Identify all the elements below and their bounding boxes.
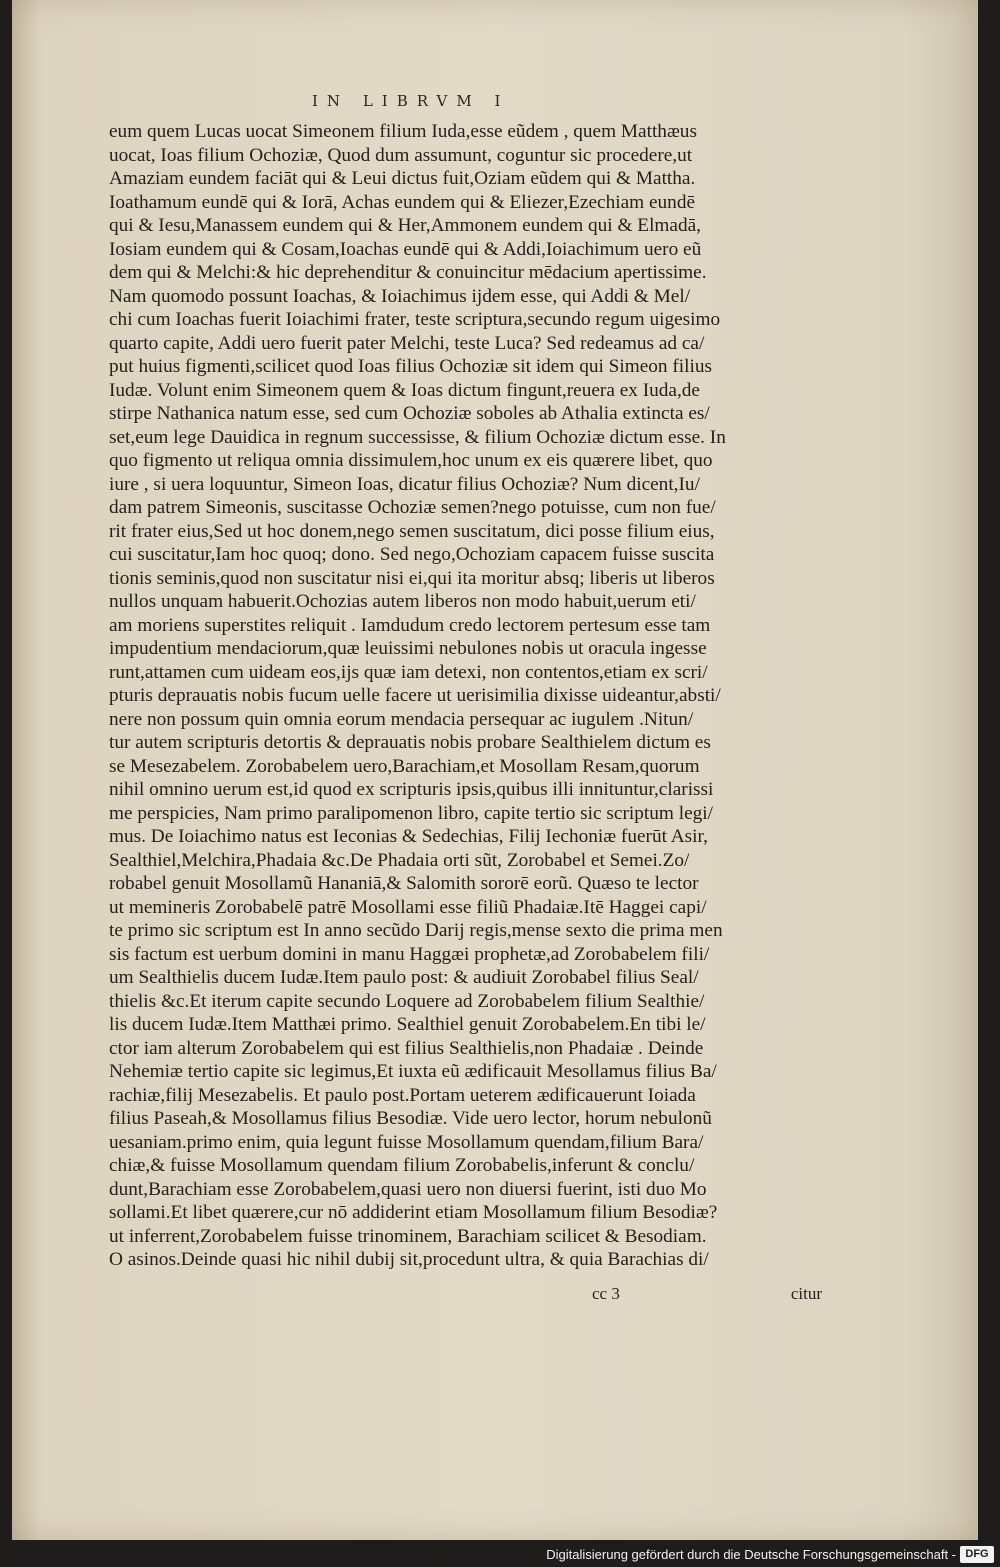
text-line: impudentium mendaciorum,quæ leuissimi nebulones nobis ut oracula ingesse bbox=[109, 638, 707, 659]
text-line: rit frater eius,Sed ut hoc donem,nego semen suscitatum, dici posse filium eius, bbox=[109, 520, 715, 542]
body-text bbox=[109, 120, 807, 1272]
text-line: runt,attamen cum uideam eos,ijs quæ iam detexi, non contentos,etiam ex scri/ bbox=[109, 661, 708, 683]
text-line: lis ducem Iudæ.Item Matthæi primo. Sealthiel genuit Zorobabelem.En tibi le/ bbox=[109, 1014, 706, 1035]
text-line: sis factum est uerbum domini in manu Haggæi prophetæ,ad Zorobabelem fili/ bbox=[109, 943, 710, 965]
running-head: IN LIBRVM I bbox=[312, 92, 510, 110]
text-line: ut memineris Zorobabelē patrē Mosollami esse filiũ Phadaiæ.Itē Haggei capi/ bbox=[109, 896, 707, 918]
text-line: sollami.Et libet quærere,cur nō addiderint etiam Mosollamum filium Besodiæ? bbox=[109, 1202, 718, 1223]
text-line: Ioathamum eundē qui & Iorā, Achas eundem qui & Eliezer,Ezechiam eundē bbox=[109, 191, 696, 213]
text-line: nullos unquam habuerit.Ochozias autem liberos non modo habuit,uerum eti/ bbox=[109, 591, 696, 612]
text-line: ut inferrent,Zorobabelem fuisse trinominem, Barachiam scilicet & Besodiam. bbox=[109, 1225, 707, 1247]
text-line: dam patrem Simeonis, suscitasse Ochoziæ semen?nego potuisse, cum non fue/ bbox=[109, 497, 716, 518]
text-line: iure , si uera loquuntur, Simeon Ioas, dicatur filius Ochoziæ? Num dicent,Iu/ bbox=[109, 473, 700, 495]
text-line: Nehemiæ tertio capite sic legimus,Et iuxta eũ ædificauit Mesollamus filius Ba/ bbox=[109, 1061, 717, 1082]
text-line: Iosiam eundem qui & Cosam,Ioachas eundē qui & Addi,Ioiachimum uero eũ bbox=[109, 238, 702, 260]
text-line: dunt,Barachiam esse Zorobabelem,quasi uero non diuersi fuerint, isti duo Mo bbox=[109, 1178, 707, 1200]
text-line: tionis seminis,quod non suscitatur nisi ei,qui ita moritur absq; liberis ut liberos bbox=[109, 567, 715, 589]
text-line: uesaniam.primo enim, quia legunt fuisse Mosollamum quendam,filium Bara/ bbox=[109, 1131, 704, 1153]
text-line: thielis &c.Et iterum capite secundo Loquere ad Zorobabelem filium Sealthie/ bbox=[109, 990, 705, 1012]
signature-mark: cc 3 bbox=[592, 1284, 620, 1303]
footer-credit: Digitalisierung gefördert durch die Deutsche Forschungsgemeinschaft - bbox=[546, 1547, 956, 1562]
text-line: Amaziam eundem faciāt qui & Leui dictus fuit,Oziam eũdem qui & Mattha. bbox=[109, 168, 696, 189]
text-line: cui suscitatur,Iam hoc quoq; dono. Sed nego,Ochoziam capacem fuisse suscita bbox=[109, 544, 715, 565]
text-line: qui & Iesu,Manassem eundem qui & Her,Ammonem eundem qui & Elmadā, bbox=[109, 215, 702, 236]
text-line: uocat, Ioas filium Ochoziæ, Quod dum assumunt, coguntur sic procedere,ut bbox=[109, 144, 693, 166]
text-line: pturis deprauatis nobis fucum uelle facere ut uerisimilia dixisse uideantur,absti/ bbox=[109, 685, 721, 706]
text-line: eum quem Lucas uocat Simeonem filium Iuda,esse eũdem , quem Matthæus bbox=[109, 121, 697, 142]
dfg-logo: DFG bbox=[960, 1546, 994, 1563]
text-line: chiæ,& fuisse Mosollamum quendam filium Zorobabelis,inferunt & conclu/ bbox=[109, 1155, 695, 1176]
text-line: dem qui & Melchi:& hic deprehenditur & conuincitur mēdacium apertissime. bbox=[109, 262, 707, 283]
text-line: Nam quomodo possunt Ioachas, & Ioiachimus ijdem esse, qui Addi & Mel/ bbox=[109, 285, 691, 307]
text-line: um Sealthielis ducem Iudæ.Item paulo post: & audiuit Zorobabel filius Seal/ bbox=[109, 967, 699, 988]
text-line: O asinos.Deinde quasi hic nihil dubij sit,procedunt ultra, & quia Barachias di/ bbox=[109, 1249, 709, 1270]
text-line: tur autem scripturis detortis & deprauatis nobis probare Sealthielem dictum es bbox=[109, 732, 711, 753]
text-line: mus. De Ioiachimo natus est Ieconias & Sedechias, Filij Iechoniæ fuerūt Asir, bbox=[109, 826, 708, 847]
text-line: te primo sic scriptum est In anno secũdo Darij regis,mense sexto die prima men bbox=[109, 920, 723, 941]
text-line: Iudæ. Volunt enim Simeonem quem & Ioas dictum fingunt,reuera ex Iuda,de bbox=[109, 379, 700, 401]
text-line: Sealthiel,Melchira,Phadaia &c.De Phadaia orti sũt, Zorobabel et Semei.Zo/ bbox=[109, 849, 690, 871]
text-line: stirpe Nathanica natum esse, sed cum Ochoziæ soboles ab Athalia extincta es/ bbox=[109, 403, 710, 424]
text-line: rachiæ,filij Mesezabelis. Et paulo post.Portam ueterem ædificauerunt Ioiada bbox=[109, 1084, 696, 1106]
text-line: ctor iam alterum Zorobabelem qui est filius Sealthielis,non Phadaiæ . Deinde bbox=[109, 1037, 704, 1059]
text-line: chi cum Ioachas fuerit Ioiachimi frater, teste scriptura,secundo regum uigesimo bbox=[109, 309, 721, 330]
text-line: set,eum lege Dauidica in regnum successisse, & filium Ochoziæ dictum esse. In bbox=[109, 426, 726, 448]
text-line: robabel genuit Mosollamũ Hananiā,& Salomith sororē eorũ. Quæso te lector bbox=[109, 873, 699, 894]
text-line: me perspicies, Nam primo paralipomenon libro, capite tertio sic scriptum legi/ bbox=[109, 802, 713, 824]
text-line: am moriens superstites reliquit . Iamdudum credo lectorem pertesum esse tam bbox=[109, 614, 711, 636]
text-line: put huius figmenti,scilicet quod Ioas filius Ochoziæ sit idem qui Simeon filius bbox=[109, 356, 713, 377]
text-line: nihil omnino uerum est,id quod ex scripturis ipsis,quibus illi innituntur,clarissi bbox=[109, 779, 714, 800]
text-line: quo figmento ut reliqua omnia dissimulem,hoc unum ex eis quærere libet, quo bbox=[109, 450, 713, 471]
text-line: filius Paseah,& Mosollamus filius Besodiæ. Vide uero lector, horum nebulonũ bbox=[109, 1108, 712, 1129]
book-page bbox=[12, 0, 978, 1540]
text-line: nere non possum quin omnia eorum mendacia persequar ac iugulem .Nitun/ bbox=[109, 708, 694, 730]
text-line: se Mesezabelem. Zorobabelem uero,Barachiam,et Mosollam Resam,quorum bbox=[109, 755, 700, 777]
text-line: quarto capite, Addi uero fuerit pater Melchi, teste Luca? Sed redeamus ad ca/ bbox=[109, 332, 705, 354]
footer-bar bbox=[0, 1544, 1000, 1567]
catchword: citur bbox=[790, 1284, 822, 1303]
